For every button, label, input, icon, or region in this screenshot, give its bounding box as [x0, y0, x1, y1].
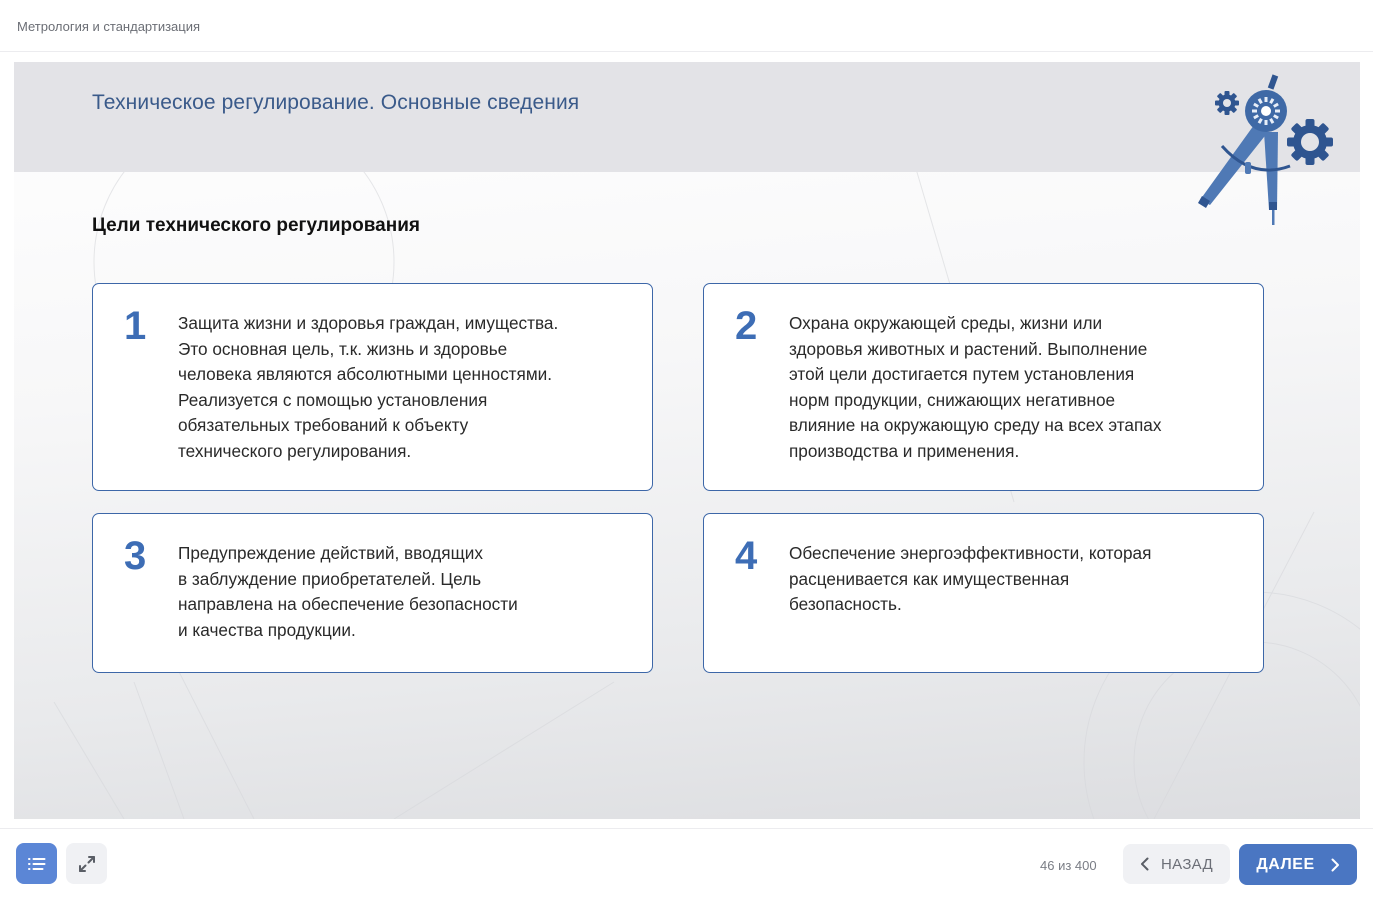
- goal-text-line: направлена на обеспечение безопасности: [178, 594, 518, 615]
- goal-text: [789, 541, 1151, 618]
- bottom-bar: [0, 828, 1373, 899]
- goal-text-line: безопасность.: [789, 594, 902, 615]
- next-button[interactable]: [1239, 844, 1357, 885]
- goal-text-line: человека являются абсолютными ценностями.: [178, 364, 553, 385]
- table-of-contents-button[interactable]: [16, 843, 57, 884]
- list-icon: [28, 857, 46, 871]
- compass-and-gears-illustration: [1182, 70, 1342, 228]
- goal-text-line: расценивается как имущественная: [789, 568, 1070, 589]
- goal-text-line: Реализуется с помощью установления: [178, 389, 488, 410]
- goal-number: 2: [735, 304, 758, 348]
- goal-text-line: в заблуждение приобретателей. Цель: [178, 568, 482, 589]
- goal-text-line: и качества продукции.: [178, 619, 356, 640]
- page-counter: 46 из 400: [1040, 858, 1097, 873]
- goal-card-1: [92, 283, 653, 491]
- goal-text-line: здоровья животных и растений. Выполнение: [789, 338, 1148, 359]
- section-heading: Цели технического регулирования: [92, 215, 420, 236]
- goal-card-4: [703, 513, 1264, 673]
- back-button-label: НАЗАД: [1161, 855, 1213, 873]
- large-gear-icon: [1287, 119, 1333, 165]
- goal-number: 4: [735, 534, 758, 578]
- course-title: Метрология и стандартизация: [17, 19, 201, 34]
- goal-text-line: Предупреждение действий, вводящих: [178, 543, 483, 563]
- chevron-left-icon: [1140, 857, 1149, 871]
- goal-text-line: обязательных требований к объекту: [178, 415, 469, 436]
- small-gear-icon: [1215, 91, 1239, 115]
- goal-text-line: Защита жизни и здоровья граждан, имущества.: [178, 313, 559, 333]
- goal-text-line: влияние на окружающую среду на всех этапах: [789, 415, 1162, 436]
- goal-text-line: норм продукции, снижающих негативное: [789, 389, 1116, 410]
- next-button-label: ДАЛЕЕ: [1256, 855, 1315, 873]
- goal-text-line: Обеспечение энергоэффективности, которая: [789, 543, 1152, 563]
- goal-card-3: [92, 513, 653, 673]
- goal-text: [178, 541, 518, 643]
- top-bar: [0, 0, 1373, 52]
- slide-title: Техническое регулирование. Основные сведения: [92, 91, 580, 114]
- compass-icon: [1198, 74, 1290, 225]
- chevron-right-icon: [1331, 858, 1340, 872]
- slide-header: [14, 62, 1360, 172]
- goal-number: 3: [124, 534, 147, 578]
- goal-text: [789, 311, 1161, 465]
- goal-text-line: Это основная цель, т.к. жизнь и здоровье: [178, 338, 508, 359]
- goal-text-line: производства и применения.: [789, 440, 1020, 461]
- goal-text-line: Охрана окружающей среды, жизни или: [789, 313, 1103, 333]
- expand-icon: [78, 855, 96, 873]
- goal-text: [178, 311, 558, 465]
- goal-card-2: [703, 283, 1264, 491]
- goal-text-line: этой цели достигается путем установления: [789, 364, 1135, 385]
- goal-number: 1: [124, 304, 147, 348]
- back-button[interactable]: [1123, 844, 1230, 884]
- goal-text-line: технического регулирования.: [178, 440, 412, 461]
- slide: [14, 62, 1360, 819]
- fullscreen-button[interactable]: [66, 843, 107, 884]
